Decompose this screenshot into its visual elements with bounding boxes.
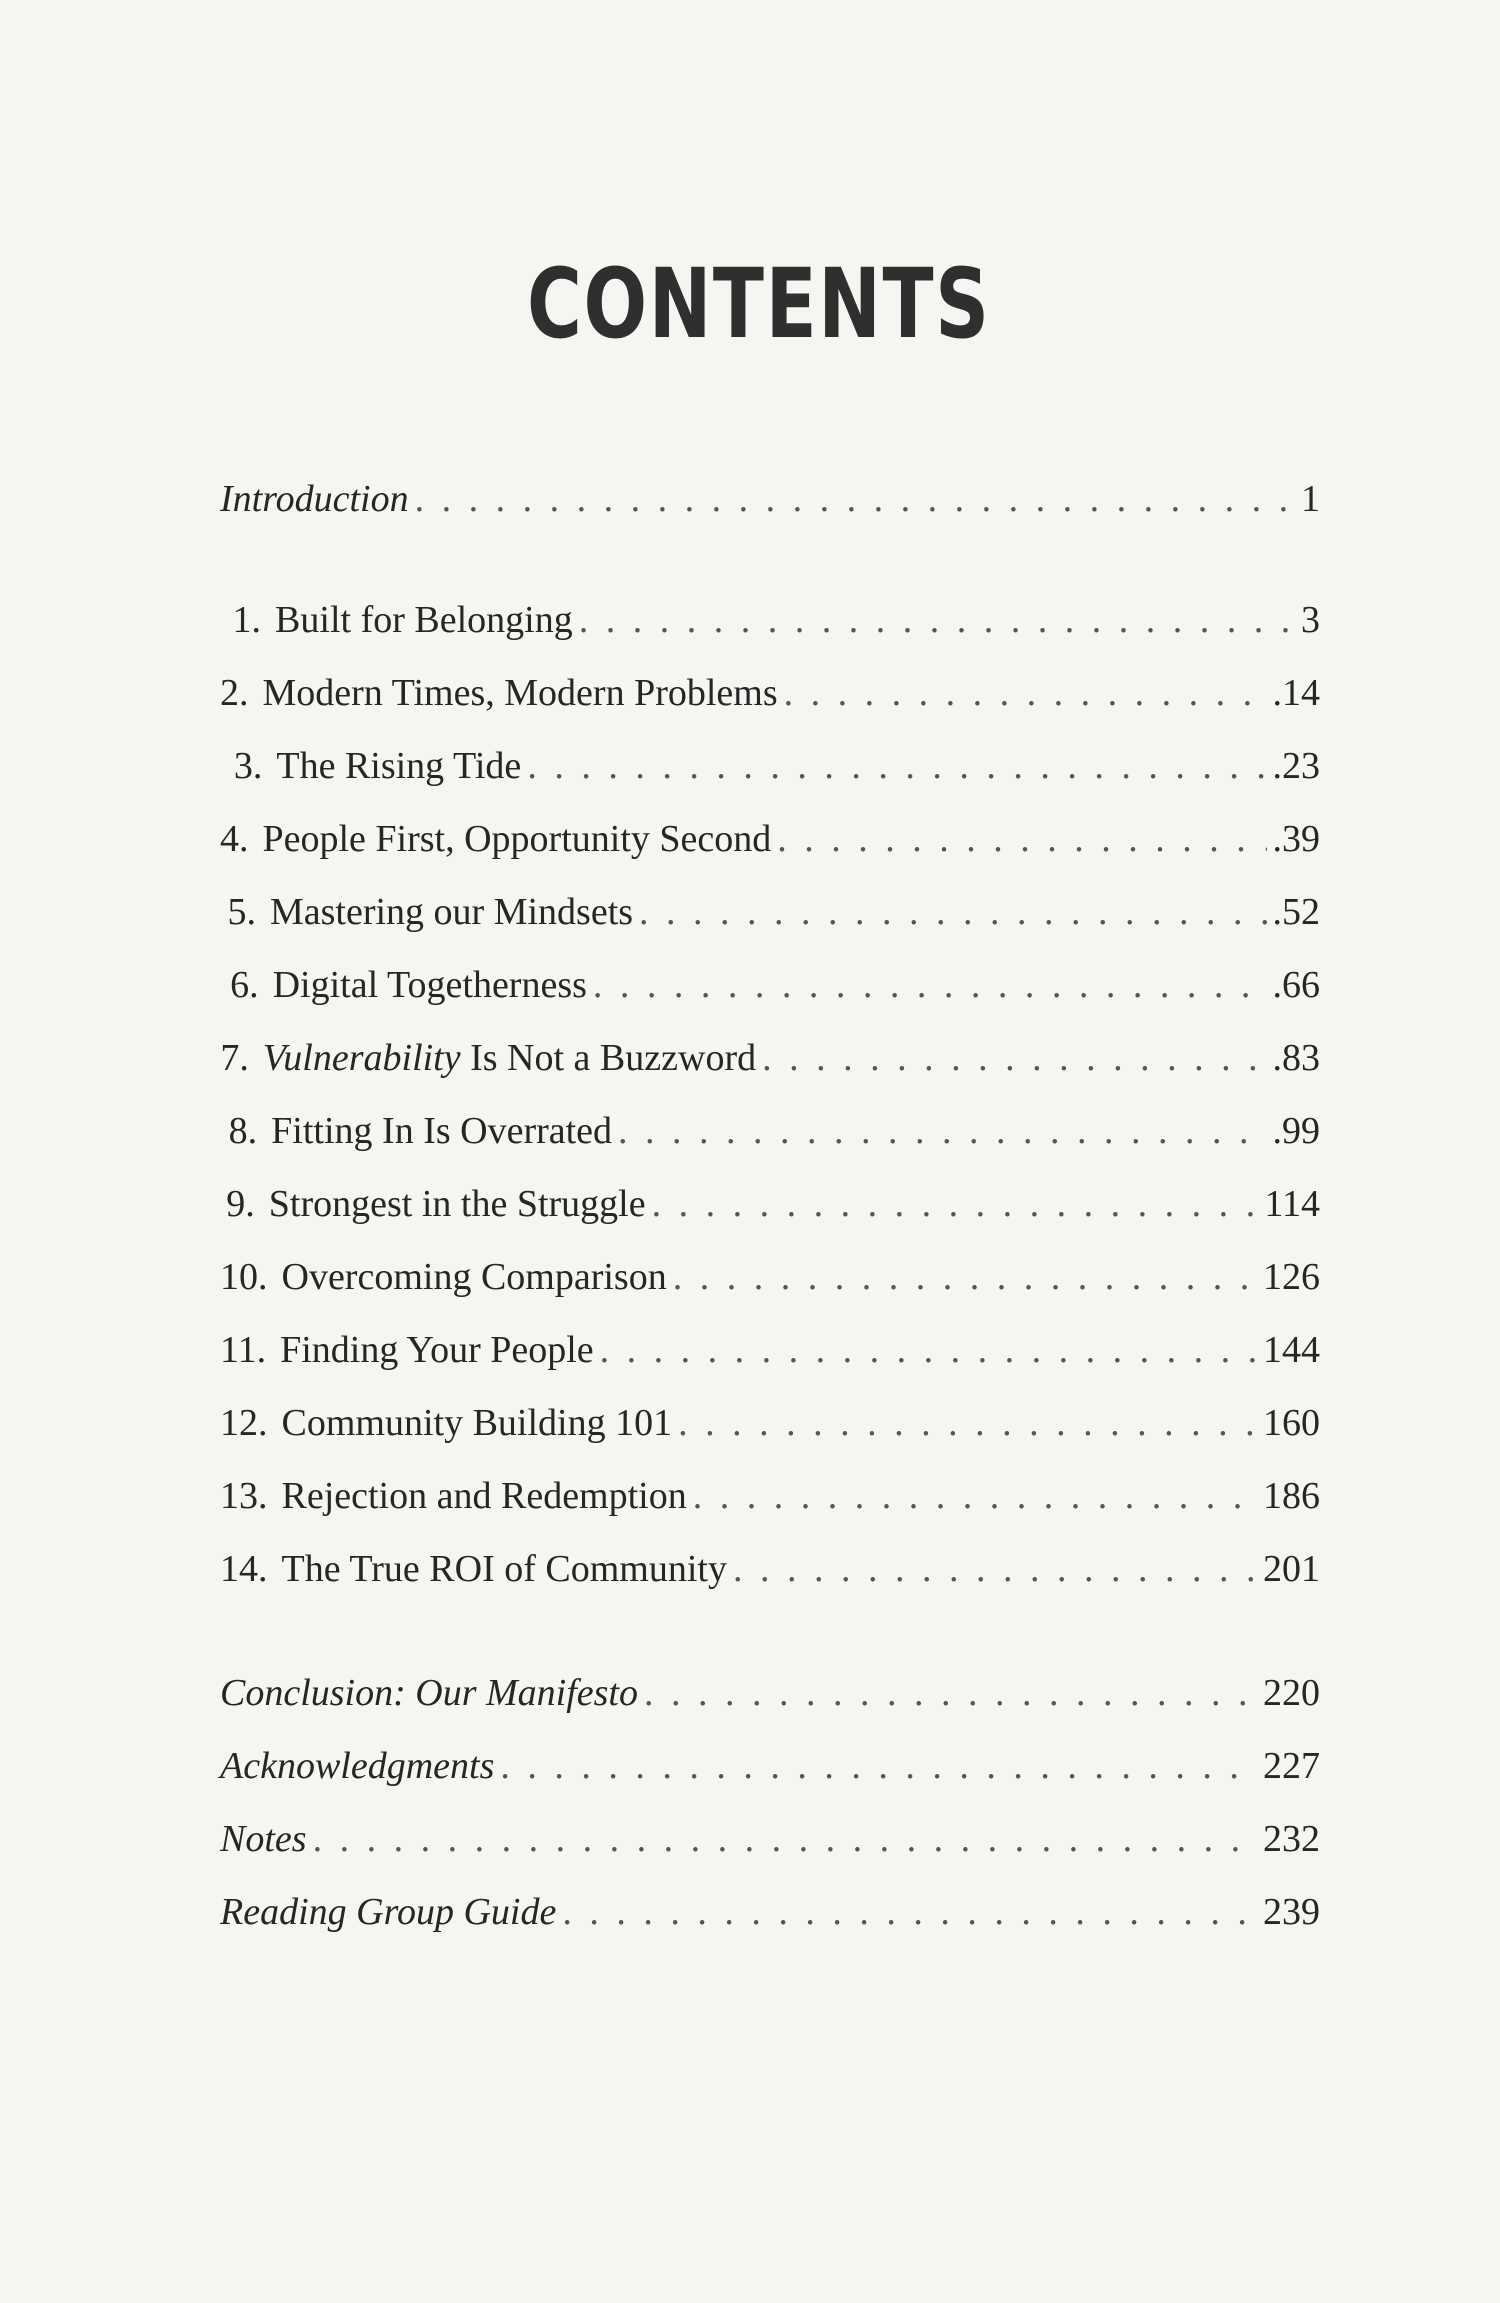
dot-leader — [733, 1546, 1257, 1592]
toc-chapter-1[interactable] — [220, 597, 1320, 643]
chapter-number: 14. — [220, 1548, 268, 1590]
toc-chapter-11[interactable] — [220, 1327, 1320, 1373]
chapter-number: 8. — [228, 1110, 258, 1152]
dot-leader — [593, 962, 1267, 1008]
toc-entry-page: 239 — [1263, 1891, 1320, 1933]
chapter-page: .66 — [1272, 964, 1320, 1006]
toc-chapter-4[interactable] — [220, 816, 1320, 862]
chapter-page: .83 — [1272, 1037, 1320, 1079]
chapter-page: .39 — [1272, 818, 1320, 860]
chapter-title: People First, Opportunity Second — [262, 818, 772, 860]
toc-chapter-12[interactable] — [220, 1400, 1320, 1446]
toc-chapter-13[interactable] — [220, 1473, 1320, 1519]
chapter-title-italic: Vulnerability — [262, 1037, 461, 1079]
dot-leader — [639, 889, 1266, 935]
dot-leader — [618, 1108, 1266, 1154]
toc-entry-conclusion[interactable] — [220, 1670, 1320, 1716]
dot-leader — [415, 476, 1295, 522]
chapter-number: 3. — [233, 745, 263, 787]
toc-entry-page: 220 — [1263, 1672, 1320, 1714]
chapter-title: Rejection and Redemption — [281, 1475, 687, 1517]
dot-leader — [784, 670, 1267, 716]
chapter-page: .99 — [1272, 1110, 1320, 1152]
dot-leader — [527, 743, 1266, 789]
chapter-page: 114 — [1264, 1183, 1320, 1225]
toc-entry-title: Acknowledgments — [220, 1745, 495, 1787]
chapter-number: 1. — [232, 599, 262, 641]
toc-chapter-9[interactable] — [220, 1181, 1320, 1227]
chapter-title: Mastering our Mindsets — [269, 891, 634, 933]
chapter-number: 5. — [227, 891, 256, 933]
chapter-page: .23 — [1272, 745, 1320, 787]
page-title: CONTENTS — [526, 248, 991, 360]
chapter-page: .14 — [1272, 672, 1320, 714]
dot-leader — [678, 1400, 1257, 1446]
toc-entry-acknowledgments[interactable] — [220, 1743, 1320, 1789]
toc-entry-reading-group-guide[interactable] — [220, 1889, 1320, 1935]
chapter-page: .52 — [1272, 891, 1320, 933]
toc-entry-title: Conclusion: Our Manifesto — [220, 1672, 638, 1714]
chapter-number: 11. — [220, 1329, 267, 1371]
toc-entry-title: Notes — [220, 1818, 307, 1860]
chapter-page: 160 — [1263, 1402, 1320, 1444]
dot-leader — [652, 1181, 1259, 1227]
dot-leader — [693, 1473, 1257, 1519]
dot-leader — [644, 1670, 1257, 1716]
toc-entry-page: 1 — [1301, 478, 1320, 520]
chapter-title: Strongest in the Struggle — [268, 1183, 646, 1225]
chapter-number: 10. — [220, 1256, 268, 1298]
chapter-title: Finding Your People — [280, 1329, 594, 1371]
toc-entry-notes[interactable] — [220, 1816, 1320, 1862]
chapter-title-rest: Is Not a Buzzword — [460, 1037, 757, 1079]
chapter-page: 201 — [1263, 1548, 1320, 1590]
dot-leader — [562, 1889, 1257, 1935]
chapter-title: The Rising Tide — [276, 745, 522, 787]
chapter-page: 3 — [1301, 599, 1320, 641]
toc-chapter-6[interactable] — [220, 962, 1320, 1008]
chapter-number: 12. — [220, 1402, 268, 1444]
dot-leader — [673, 1254, 1257, 1300]
chapter-title: Fitting In Is Overrated — [271, 1110, 613, 1152]
chapter-number: 7. — [220, 1037, 249, 1079]
dot-leader — [777, 816, 1266, 862]
chapter-title: Built for Belonging — [275, 599, 573, 641]
toc-chapter-10[interactable] — [220, 1254, 1320, 1300]
dot-leader — [313, 1816, 1257, 1862]
toc-entry-title: Introduction — [220, 478, 409, 520]
toc-chapter-14[interactable] — [220, 1546, 1320, 1592]
dot-leader — [500, 1743, 1257, 1789]
dot-leader — [579, 597, 1295, 643]
chapter-page: 186 — [1263, 1475, 1320, 1517]
toc-chapter-2[interactable] — [220, 670, 1320, 716]
chapter-number: 9. — [226, 1183, 255, 1225]
chapter-number: 13. — [220, 1475, 268, 1517]
toc-chapter-8[interactable] — [220, 1108, 1320, 1154]
toc-entry-page: 232 — [1263, 1818, 1320, 1860]
chapter-title: The True ROI of Community — [281, 1548, 727, 1590]
toc-chapter-7[interactable] — [220, 1035, 1320, 1081]
chapter-number: 4. — [220, 818, 249, 860]
toc-chapter-3[interactable] — [220, 743, 1320, 789]
chapter-title: Modern Times, Modern Problems — [262, 672, 778, 714]
dot-leader — [762, 1035, 1266, 1081]
chapter-title: Community Building 101 — [281, 1402, 673, 1444]
chapter-title — [263, 1035, 756, 1081]
chapter-title: Overcoming Comparison — [281, 1256, 667, 1298]
chapter-page: 126 — [1263, 1256, 1320, 1298]
chapter-number: 6. — [230, 964, 259, 1006]
chapter-number: 2. — [220, 672, 249, 714]
toc-entry-title: Reading Group Guide — [220, 1891, 557, 1933]
toc-chapter-5[interactable] — [220, 889, 1320, 935]
dot-leader — [600, 1327, 1257, 1373]
toc-entry-introduction[interactable] — [220, 476, 1320, 522]
toc-entry-page: 227 — [1263, 1745, 1320, 1787]
chapter-title: Digital Togetherness — [272, 964, 587, 1006]
chapter-page: 144 — [1263, 1329, 1320, 1371]
